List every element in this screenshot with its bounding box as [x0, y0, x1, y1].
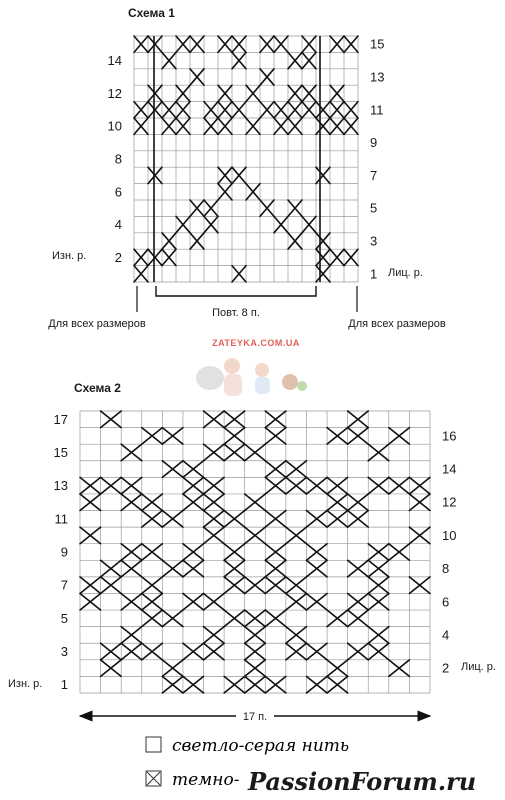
scheme2-dark-stitch	[286, 627, 307, 644]
scheme2-dark-stitch	[327, 428, 348, 445]
scheme1-dark-stitch	[162, 233, 176, 249]
scheme2-row-number: 13	[53, 478, 68, 494]
scheme1-dark-stitch	[260, 36, 274, 52]
scheme1-dark-stitch	[204, 216, 218, 232]
scheme1-row-number: 13	[370, 69, 385, 85]
scheme1-dark-stitch	[260, 200, 274, 216]
scheme2-row-number: 10	[442, 527, 457, 543]
scheme1-dark-stitch	[316, 118, 330, 134]
scheme2-dark-stitch	[245, 676, 266, 693]
scheme1-dark-stitch	[246, 85, 260, 101]
scheme2-dark-stitch	[306, 544, 327, 561]
legend-dark-label: темно-	[172, 770, 240, 790]
legend-dark-swatch	[146, 771, 161, 786]
scheme2-dark-stitch	[245, 494, 266, 511]
scheme2	[8, 381, 496, 724]
scheme2-dark-stitch	[80, 477, 101, 494]
scheme1-dark-stitch	[134, 102, 148, 118]
scheme2-right-row-numbers	[442, 428, 456, 675]
scheme2-row-number: 12	[442, 494, 457, 510]
forum-watermark: PassionForum.ru	[248, 767, 477, 796]
scheme1-row-number: 2	[114, 249, 122, 265]
scheme2-dark-stitch	[224, 428, 245, 445]
scheme2-dark-stitch	[286, 577, 307, 594]
scheme2-dark-stitch	[224, 411, 245, 428]
scheme2-dark-stitch	[265, 428, 286, 445]
scheme1-dark-stitch	[274, 102, 288, 118]
scheme2-dark-stitch	[409, 477, 430, 494]
scheme1-dark-stitch	[176, 216, 190, 232]
scheme2-row-number: 11	[54, 511, 68, 527]
scheme2-dark-stitch	[121, 593, 142, 610]
scheme2-row-number: 8	[442, 561, 450, 577]
scheme2-dark-stitch	[224, 544, 245, 561]
scheme2-dark-stitch	[348, 593, 369, 610]
scheme1-dark-stitch	[148, 249, 162, 265]
scheme2-dark-stitch	[183, 593, 204, 610]
site-watermark-text: ZATEYKA.COM.UA	[212, 338, 300, 348]
scheme2-dark-stitch	[348, 560, 369, 577]
scheme1-dark-stitch	[344, 118, 358, 134]
scheme1-dark-stitch	[330, 118, 344, 134]
scheme1-all-sizes-right: Для всех размеров	[348, 318, 446, 330]
scheme2-dark-stitch	[224, 511, 245, 528]
scheme2-dark-stitch	[101, 411, 122, 428]
scheme1-dark-stitch	[204, 118, 218, 134]
scheme2-left-row-numbers	[54, 412, 68, 692]
scheme1-dark-stitch	[218, 184, 232, 200]
scheme2-title: Схема 2	[74, 381, 121, 395]
scheme1-dark-stitch	[162, 249, 176, 265]
site-watermark	[196, 338, 307, 396]
scheme1-dark-stitch	[232, 102, 246, 118]
scheme1-dark-stitch	[260, 69, 274, 85]
scheme1-dark-stitch	[316, 167, 330, 183]
scheme1-dark-stitch	[204, 102, 218, 118]
scheme2-dark-stitch	[121, 643, 142, 660]
scheme2-dark-stitch	[183, 544, 204, 561]
scheme1-dark-stitch	[302, 216, 316, 232]
scheme2-dark-stitch	[80, 527, 101, 544]
scheme2-dark-stitch	[204, 477, 225, 494]
scheme1-right-row-numbers	[370, 37, 384, 282]
scheme1-dark-stitch	[344, 249, 358, 265]
scheme2-dark-stitch	[183, 494, 204, 511]
scheme2-dark-stitch	[286, 461, 307, 478]
scheme1-dark-stitch	[162, 52, 176, 68]
scheme2-dark-stitch	[204, 494, 225, 511]
scheme1-dark-stitch	[176, 85, 190, 101]
scheme2-dark-stitch	[224, 444, 245, 461]
scheme2-dark-stitch	[121, 627, 142, 644]
scheme1-row-number: 14	[107, 53, 122, 69]
scheme2-dark-stitch	[101, 643, 122, 660]
scheme2-dark-stitch	[306, 643, 327, 660]
scheme2-dark-stitch	[142, 544, 163, 561]
scheme2-dark-stitch	[348, 643, 369, 660]
scheme2-dark-stitch	[142, 577, 163, 594]
scheme2-dark-stitch	[348, 511, 369, 528]
scheme2-dark-stitch	[245, 610, 266, 627]
watermark-illustration	[196, 358, 307, 396]
scheme1-dark-stitch	[302, 36, 316, 52]
scheme2-dark-stitch	[265, 511, 286, 528]
scheme1-dark-stitch	[274, 216, 288, 232]
scheme1-row-number: 3	[370, 233, 378, 249]
scheme2-row-number: 2	[442, 660, 450, 676]
scheme2-row-number: 15	[53, 444, 68, 460]
scheme1-row-number: 9	[370, 135, 378, 151]
scheme1-dark-stitch	[316, 249, 330, 265]
scheme1-dark-stitch	[232, 167, 246, 183]
scheme2-row-number: 16	[442, 428, 457, 444]
scheme1-dark-stitch	[330, 249, 344, 265]
scheme2-dark-stitch	[204, 511, 225, 528]
scheme1-dark-stitch	[190, 69, 204, 85]
scheme2-dark-stitch	[183, 477, 204, 494]
scheme2-dark-stitch	[265, 477, 286, 494]
scheme1-dark-stitch	[190, 36, 204, 52]
scheme2-dark-stitch	[204, 411, 225, 428]
scheme2-row-number: 14	[442, 461, 457, 477]
scheme2-dark-stitch	[409, 494, 430, 511]
scheme1-dark-stitch	[232, 52, 246, 68]
scheme2-row-number: 4	[442, 627, 450, 643]
scheme2-dark-stitch	[306, 560, 327, 577]
scheme1-row-number: 11	[370, 102, 384, 118]
scheme2-dark-stitch	[306, 477, 327, 494]
scheme2-row-number: 9	[60, 544, 68, 560]
scheme2-dark-stitch	[348, 610, 369, 627]
scheme1-dark-stitch	[134, 36, 148, 52]
scheme1-row-number: 10	[107, 118, 122, 134]
scheme2-dark-stitch	[204, 527, 225, 544]
scheme1-row-number: 8	[114, 151, 122, 167]
scheme1-dark-stitch	[246, 118, 260, 134]
scheme1-dark-stitch	[176, 118, 190, 134]
scheme1-dark-stitch	[274, 118, 288, 134]
scheme1-dark-stitch	[288, 85, 302, 101]
scheme2-row-number: 17	[53, 411, 68, 427]
scheme2-dark-stitch	[162, 610, 183, 627]
scheme2-dark-stitch	[121, 560, 142, 577]
scheme2-dark-stitch	[162, 428, 183, 445]
scheme1-dark-stitch	[218, 118, 232, 134]
scheme2-dark-stitch	[265, 577, 286, 594]
scheme2-dark-stitch	[121, 444, 142, 461]
scheme2-dark-stitch	[286, 643, 307, 660]
scheme2-cells	[80, 411, 430, 693]
scheme2-width-label: 17 п.	[242, 711, 268, 723]
scheme1-dark-stitch	[288, 102, 302, 118]
scheme2-dark-stitch	[327, 477, 348, 494]
scheme2-dark-stitch	[183, 676, 204, 693]
scheme1-grid	[134, 36, 358, 282]
scheme1-dark-stitch	[218, 85, 232, 101]
scheme2-dark-stitch	[183, 643, 204, 660]
scheme2-dark-stitch	[409, 527, 430, 544]
scheme2-dark-stitch	[265, 411, 286, 428]
scheme1-dark-stitch	[344, 102, 358, 118]
scheme2-dark-stitch	[121, 494, 142, 511]
scheme1-title: Схема 1	[128, 6, 175, 20]
scheme1-dark-stitch	[148, 85, 162, 101]
scheme1-dark-stitch	[344, 36, 358, 52]
scheme2-dark-stitch	[80, 593, 101, 610]
scheme2-dark-stitch	[224, 610, 245, 627]
scheme1-dark-stitch	[190, 200, 204, 216]
scheme2-dark-stitch	[245, 627, 266, 644]
scheme1-row-number: 4	[114, 217, 122, 233]
scheme2-dark-stitch	[204, 627, 225, 644]
scheme1-dark-stitch	[162, 118, 176, 134]
scheme1-dark-stitch	[302, 102, 316, 118]
scheme1-dark-stitch	[134, 266, 148, 282]
scheme2-dark-stitch	[142, 643, 163, 660]
scheme2-row-number: 5	[60, 610, 68, 626]
scheme2-dark-stitch	[327, 610, 348, 627]
scheme1-row-number: 15	[370, 36, 385, 52]
scheme1-row-number: 12	[107, 85, 122, 101]
scheme1-dark-stitch	[204, 200, 218, 216]
scheme2-dark-stitch	[368, 643, 389, 660]
scheme1-row-number: 6	[114, 184, 122, 200]
scheme2-row-number: 1	[60, 677, 68, 693]
scheme2-dark-stitch	[101, 477, 122, 494]
scheme2-dark-stitch	[348, 494, 369, 511]
scheme1-repeat-bracket	[156, 286, 316, 296]
scheme1-dark-stitch	[330, 102, 344, 118]
scheme2-dark-stitch	[121, 477, 142, 494]
scheme1-dark-stitch	[190, 233, 204, 249]
scheme1-dark-stitch	[162, 102, 176, 118]
scheme2-dark-stitch	[204, 593, 225, 610]
scheme2-dark-stitch	[224, 577, 245, 594]
scheme2-dark-stitch	[142, 593, 163, 610]
scheme2-wrong-side-label: Изн. р.	[8, 678, 43, 690]
scheme2-dark-stitch	[245, 527, 266, 544]
scheme2-row-number: 7	[60, 577, 68, 593]
scheme2-dark-stitch	[162, 560, 183, 577]
scheme2-dark-stitch	[389, 544, 410, 561]
scheme2-dark-stitch	[183, 560, 204, 577]
scheme2-dark-stitch	[245, 577, 266, 594]
scheme2-dark-stitch	[265, 610, 286, 627]
scheme2-dark-stitch	[245, 643, 266, 660]
scheme1-dark-stitch	[288, 118, 302, 134]
scheme2-right-side-label: Лиц. р.	[461, 661, 496, 673]
scheme1-dark-stitch	[232, 266, 246, 282]
scheme1-dark-stitch	[218, 102, 232, 118]
scheme2-dark-stitch	[121, 544, 142, 561]
scheme1-dark-stitch	[316, 233, 330, 249]
scheme1-dark-stitch	[316, 102, 330, 118]
scheme1-dark-stitch	[330, 36, 344, 52]
scheme2-dark-stitch	[142, 494, 163, 511]
scheme1-dark-stitch	[302, 85, 316, 101]
scheme2-dark-stitch	[204, 643, 225, 660]
scheme2-dark-stitch	[245, 660, 266, 677]
scheme1-dark-stitch	[246, 184, 260, 200]
scheme2-dark-stitch	[286, 527, 307, 544]
scheme1-dark-stitch	[148, 36, 162, 52]
legend-light-swatch	[146, 737, 161, 752]
scheme2-dark-stitch	[348, 428, 369, 445]
scheme2-dark-stitch	[306, 676, 327, 693]
scheme1-row-number: 5	[370, 200, 378, 216]
scheme1-left-row-numbers	[108, 53, 122, 265]
scheme2-dark-stitch	[224, 676, 245, 693]
scheme1	[48, 6, 446, 330]
scheme1-dark-stitch	[288, 52, 302, 68]
scheme2-dark-stitch	[245, 444, 266, 461]
scheme2-dark-stitch	[265, 560, 286, 577]
scheme2-dark-stitch	[142, 610, 163, 627]
scheme2-dark-stitch	[389, 477, 410, 494]
scheme2-dark-stitch	[389, 660, 410, 677]
scheme2-dark-stitch	[204, 444, 225, 461]
scheme1-all-sizes-left: Для всех размеров	[48, 318, 146, 330]
legend-light-label: светло-серая нить	[172, 736, 350, 756]
scheme2-dark-stitch	[368, 627, 389, 644]
scheme2-dark-stitch	[101, 660, 122, 677]
scheme2-dark-stitch	[368, 560, 389, 577]
scheme2-row-number: 6	[442, 594, 450, 610]
scheme1-dark-stitch	[274, 36, 288, 52]
scheme2-dark-stitch	[306, 593, 327, 610]
scheme2-dark-stitch	[142, 511, 163, 528]
scheme1-dark-stitch	[134, 249, 148, 265]
scheme2-dark-stitch	[80, 494, 101, 511]
scheme2-dark-stitch	[265, 544, 286, 561]
scheme1-dark-stitch	[148, 102, 162, 118]
scheme2-dark-stitch	[162, 511, 183, 528]
scheme2-dark-stitch	[183, 461, 204, 478]
scheme2-dark-stitch	[286, 593, 307, 610]
scheme1-dark-stitch	[288, 200, 302, 216]
scheme1-row-number: 1	[370, 266, 378, 282]
scheme1-dark-stitch	[176, 36, 190, 52]
scheme2-dark-stitch	[142, 428, 163, 445]
scheme2-dark-stitch	[327, 494, 348, 511]
scheme2-dark-stitch	[409, 577, 430, 594]
scheme2-dark-stitch	[368, 593, 389, 610]
scheme2-dark-stitch	[101, 560, 122, 577]
scheme2-dark-stitch	[265, 461, 286, 478]
scheme2-dark-stitch	[327, 660, 348, 677]
scheme2-dark-stitch	[368, 444, 389, 461]
scheme2-dark-stitch	[286, 477, 307, 494]
scheme2-dark-stitch	[80, 577, 101, 594]
scheme1-dark-stitch	[260, 102, 274, 118]
scheme2-dark-stitch	[368, 544, 389, 561]
scheme2-dark-stitch	[162, 461, 183, 478]
scheme2-dark-stitch	[101, 577, 122, 594]
scheme1-right-side-label: Лиц. р.	[388, 267, 423, 279]
scheme2-dark-stitch	[162, 676, 183, 693]
scheme1-dark-stitch	[330, 85, 344, 101]
scheme2-dark-stitch	[368, 577, 389, 594]
scheme1-dark-stitch	[302, 52, 316, 68]
scheme1-dark-stitch	[288, 233, 302, 249]
scheme2-dark-stitch	[348, 411, 369, 428]
scheme1-row-number: 7	[370, 167, 378, 183]
scheme2-dark-stitch	[265, 676, 286, 693]
scheme1-dark-stitch	[218, 167, 232, 183]
scheme1-dark-stitch	[218, 36, 232, 52]
scheme1-repeat-label: Повт. 8 п.	[212, 307, 260, 319]
scheme1-dark-stitch	[176, 102, 190, 118]
scheme1-dark-stitch	[232, 36, 246, 52]
scheme2-dark-stitch	[162, 660, 183, 677]
scheme2-dark-stitch	[306, 511, 327, 528]
scheme1-dark-stitch	[316, 266, 330, 282]
scheme2-row-number: 3	[60, 644, 68, 660]
scheme1-dark-stitch	[134, 118, 148, 134]
scheme2-dark-stitch	[224, 560, 245, 577]
scheme2-dark-stitch	[327, 511, 348, 528]
scheme1-wrong-side-label: Изн. р.	[52, 250, 87, 262]
scheme2-dark-stitch	[389, 428, 410, 445]
scheme2-dark-stitch	[368, 477, 389, 494]
scheme1-dark-stitch	[148, 167, 162, 183]
scheme2-dark-stitch	[327, 676, 348, 693]
